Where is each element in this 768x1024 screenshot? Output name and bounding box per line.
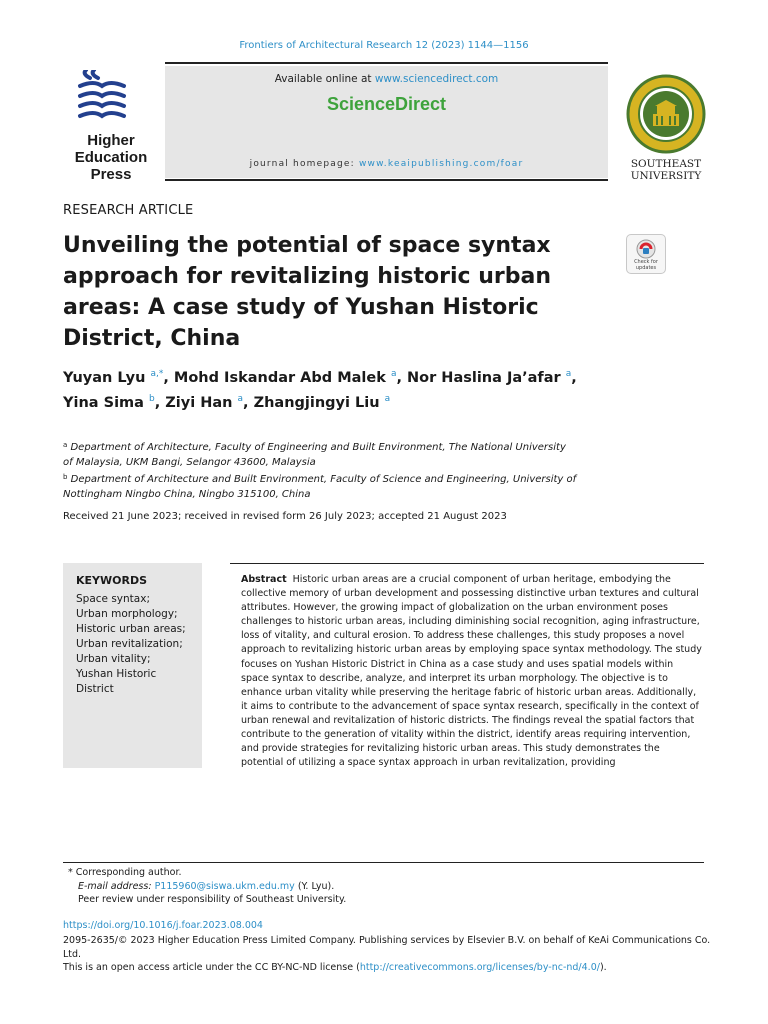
author-separator: , [154,395,166,411]
author-name: Zhangjingyi Liu [253,395,385,411]
affiliation-line: Department of Architecture, Faculty of Engineering and Built Environment, The National University [67,442,566,453]
publisher-name-line: Press [90,166,132,183]
footnote-rule [63,862,704,863]
copyright [63,934,723,975]
received-dates: Received 21 June 2023; received in revised form 26 July 2023; accepted 21 August 2023 [63,511,507,522]
affiliation-line: Nottingham Ningbo China, Ningbo 315100, China [63,488,311,500]
author-separator: , [243,395,254,411]
author-affiliation-marker[interactable]: a [384,394,391,404]
abstract [241,573,704,770]
publisher-name-line: Education [74,149,148,166]
publisher-logo [66,70,156,183]
author-affiliation-marker[interactable]: a [565,369,572,379]
copyright-line: 2095-2635/© 2023 Higher Education Press Limited Company. Publishing services by Elsevier B.V. on behalf of KeAi Communications Co. Ltd. [63,935,711,960]
university-name-line: SOUTHEAST [630,158,702,170]
affiliation-line: of Malaysia, UKM Bangi, Selangor 43600, Malaysia [63,456,316,468]
affiliation-label: b [63,473,68,481]
university-seal-icon [626,74,706,154]
affiliation-label: a [63,441,68,449]
abstract-rule [230,563,704,564]
author-name: Yina Sima [63,395,149,411]
author-name: Nor Haslina Ja’afar [407,370,566,386]
keyword-item: District [76,683,114,695]
keyword-item: Urban vitality; [76,653,151,665]
keywords-heading: KEYWORDS [76,574,148,587]
email-suffix: (Y. Lyu). [294,880,335,892]
masthead-rule [165,62,608,64]
available-online [165,73,608,85]
peer-review-note: Peer review under responsibility of Southeast University. [78,894,347,905]
keyword-item: Space syntax; [76,593,150,605]
available-prefix: Available online at [274,73,375,85]
university-logo [622,74,710,182]
author-separator: , [396,370,408,386]
keyword-item: Urban revitalization; [76,638,183,650]
keywords-list [76,592,201,697]
keyword-item: Historic urban areas; [76,623,186,635]
check-for-updates-button[interactable] [626,234,666,274]
abstract-text: Historic urban areas are a crucial component of urban heritage, embodying the collective memory of urban development and possessing distinctive urban textures and cultural attributes. However, the growing impact of globalization on the urban environment poses challenges to historic urban areas, including diminishing social recognition, aging infrastructure, loss of vitality, and cultural erosion. To address these challenges, this study proposes a novel approach to revitalizing historic urban areas by employing space syntax methodology. The study focuses on Yushan Historic District in China as a case study and uses spatial models within space syntax to describe, analyze, and interpret its urban morphology. The objective is to enhance urban vitality while preserving the heritage fabric of historic urban areas. Additionally, it aims to contribute to the advancement of space syntax research, specifically in the context of urban renewal and revitalization of historic districts. The findings reveal the spatial factors that contribute to the generation of vitality within the district, identify areas requiring intervention, and provide strategies for revitalizing historic urban areas. This study demonstrates the potential of utilizing a space syntax approach in urban revitalization, providing [241,574,702,769]
author-affiliation-marker[interactable]: b [148,394,155,404]
author-separator: , [163,370,174,386]
abstract-label: Abstract [241,574,287,585]
email-note [68,880,688,894]
author-affiliation-marker[interactable]: a [390,369,397,379]
sciencedirect-brand: ScienceDirect [326,94,447,114]
corresponding-author-note: * Corresponding author. [68,867,182,878]
affiliations [63,438,623,502]
keyword-item: Urban morphology; [76,608,178,620]
author-list [63,364,663,414]
doi-link[interactable]: https://doi.org/10.1016/j.foar.2023.08.004 [63,920,263,931]
author-name: Mohd Iskandar Abd Malek [173,370,391,386]
footnotes [68,866,688,907]
university-name-line: UNIVERSITY [630,170,702,182]
homepage-prefix: journal homepage: [249,159,359,169]
check-updates-label: updates [635,264,657,271]
author-name: Yuyan Lyu [63,370,151,386]
email-label: E-mail address: [78,880,155,892]
author-affiliation-marker[interactable]: a,* [150,369,164,379]
author-separator: , [571,370,577,386]
keywords-box [63,563,202,768]
journal-homepage-link[interactable]: www.keaipublishing.com/foar [358,159,524,169]
author-name: Ziyi Han [165,395,238,411]
journal-reference[interactable]: Frontiers of Architectural Research 12 (2023) 1144—1156 [239,40,529,51]
keyword-item: Yushan Historic [76,668,157,680]
email-link[interactable]: P115960@siswa.ukm.edu.my [154,880,295,892]
article-type: RESEARCH ARTICLE [63,203,194,218]
license-suffix: ). [599,962,607,973]
license-line [63,961,723,975]
sciencedirect-link[interactable]: www.sciencedirect.com [374,73,499,85]
check-updates-icon [636,239,656,259]
publisher-name-line: Higher [87,132,135,149]
author-affiliation-marker[interactable]: a [237,394,244,404]
masthead-rule [165,179,608,181]
journal-homepage [165,159,608,169]
check-updates-label: Check for [634,259,658,265]
hep-book-icon [70,70,134,128]
license-link[interactable]: http://creativecommons.org/licenses/by-nc-nd/4.0/ [359,962,600,973]
article-title: Unveiling the potential of space syntax approach for revitalizing historic urban areas: A case study of Yushan Historic District, China [63,233,552,351]
affiliation-line: Department of Architecture and Built Environment, Faculty of Science and Engineering, University of [67,474,577,485]
license-prefix: This is an open access article under the CC BY-NC-ND license ( [63,962,360,973]
